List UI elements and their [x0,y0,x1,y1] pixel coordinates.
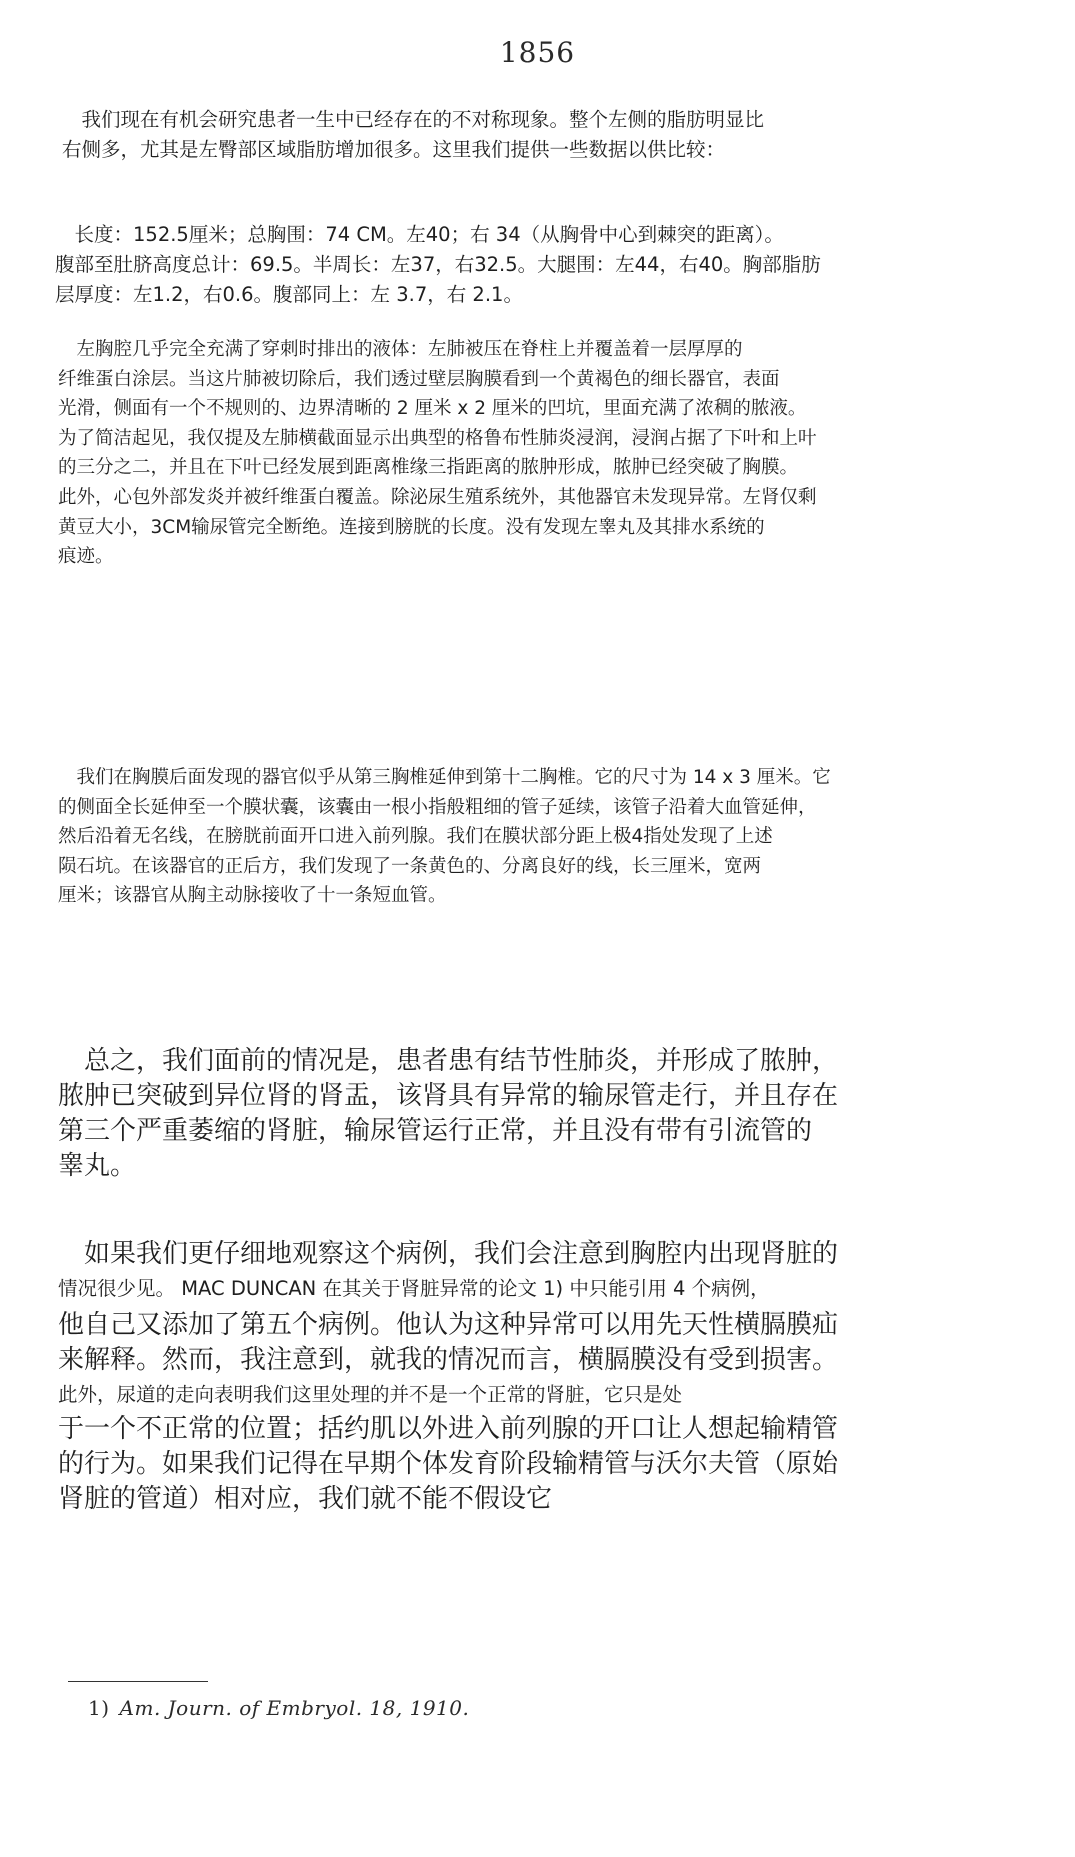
paragraph-asymmetry-intro: 我们现在有机会研究患者一生中已经存在的不对称现象。整个左侧的脂肪明显比 右侧多，尤其是左臀部区域脂肪增加很多。这里我们提供一些数据以供比较： [62,108,765,161]
footnote-divider [68,1681,208,1682]
paragraph-discussion-lines-3-4: 他自己又添加了第五个病例。他认为这种异常可以用先天性横膈膜疝 来解释。然而，我注意到，就我的情况而言，横膈膜没有受到损害。 [58,1310,839,1375]
paragraph-left-thorax: 左胸腔几乎完全充满了穿刺时排出的液体：左肺被压在脊柱上并覆盖着一层厚厚的 纤维蛋白涂层。当这片肺被切除后，我们透过壁层胸膜看到一个黄褐色的细长器官，表面 光滑，侧面有一个不规则的、边界清晰的 2 厘米 x 2 厘米的凹坑，里面充满了浓稠的脓液。 为了简洁起见，我仅提及左肺横截面显示出典型的格鲁布性肺炎浸润，浸润占据了下叶和上叶 的三分之二，并且在下叶已经发展到距离椎缘三指距离的脓肿形成，脓肿已经突破了胸膜。 此外，心包外部发炎并被纤维蛋白覆盖。除泌尿生殖系统外，其他器官未发现异常。左肾仅剩 黄豆大小，3CM输尿管完全断绝。连接到膀胱的长度。没有发现左睾丸及其排水系统的 痕迹。 [58,339,817,568]
paragraph-discussion-line-5: 此外，尿道的走向表明我们这里处理的并不是一个正常的肾脏，它只是处 [58,1383,683,1406]
footnote-citation: Am. Journ. of Embryol. 18, 1910. [119,1696,470,1720]
page-number: 1856 [499,36,576,69]
paragraph-discussion-lines-6-8: 于一个不正常的位置；括约肌以外进入前列腺的开口让人想起输精管 的行为。如果我们记得在早期个体发育阶段输精管与沃尔夫管（原始 肾脏的管道）相对应，我们就不能不假设它 [58,1414,839,1514]
paragraph-discussion-line-1: 如果我们更仔细地观察这个病例，我们会注意到胸腔内出现肾脏的 [58,1239,839,1269]
footnote [88,1696,469,1720]
footnote-number: 1) [88,1696,110,1720]
paragraph-summary: 总之，我们面前的情况是，患者患有结节性肺炎，并形成了脓肿， 脓肿已突破到异位肾的肾盂，该肾具有异常的输尿管走行，并且存在 第三个严重萎缩的肾脏，输尿管运行正常，并且没有带有引流管的 睾丸。 [58,1046,839,1181]
paragraph-discussion-line-2: 情况很少见。 MAC DUNCAN 在其关于肾脏异常的论文 1) 中只能引用 4 个病例， [58,1277,770,1300]
paragraph-organ-description: 我们在胸膜后面发现的器官似乎从第三胸椎延伸到第十二胸椎。它的尺寸为 14 x 3 厘米。它 的侧面全长延伸至一个膜状囊，该囊由一根小指般粗细的管子延续，该管子沿着大血管延伸， 然后沿着无名线，在膀胱前面开口进入前列腺。我们在膜状部分距上极4指处发现了上述 陨石坑。在该器官的正后方，我们发现了一条黄色的、分离良好的线，长三厘米，宽两 厘米；该器官从胸主动脉接收了十一条短血管。 [58,767,831,907]
paragraph-measurements: 长度：152.5厘米；总胸围：74 CM。左40；右 34（从胸骨中心到棘突的距离）。 腹部至肚脐高度总计：69.5。半周长：左37，右32.5。大腿围：左44，右40。胸部脂肪 层厚度：左1.2，右0.6。腹部同上：左 3.7，右 2.1。 [55,223,821,306]
